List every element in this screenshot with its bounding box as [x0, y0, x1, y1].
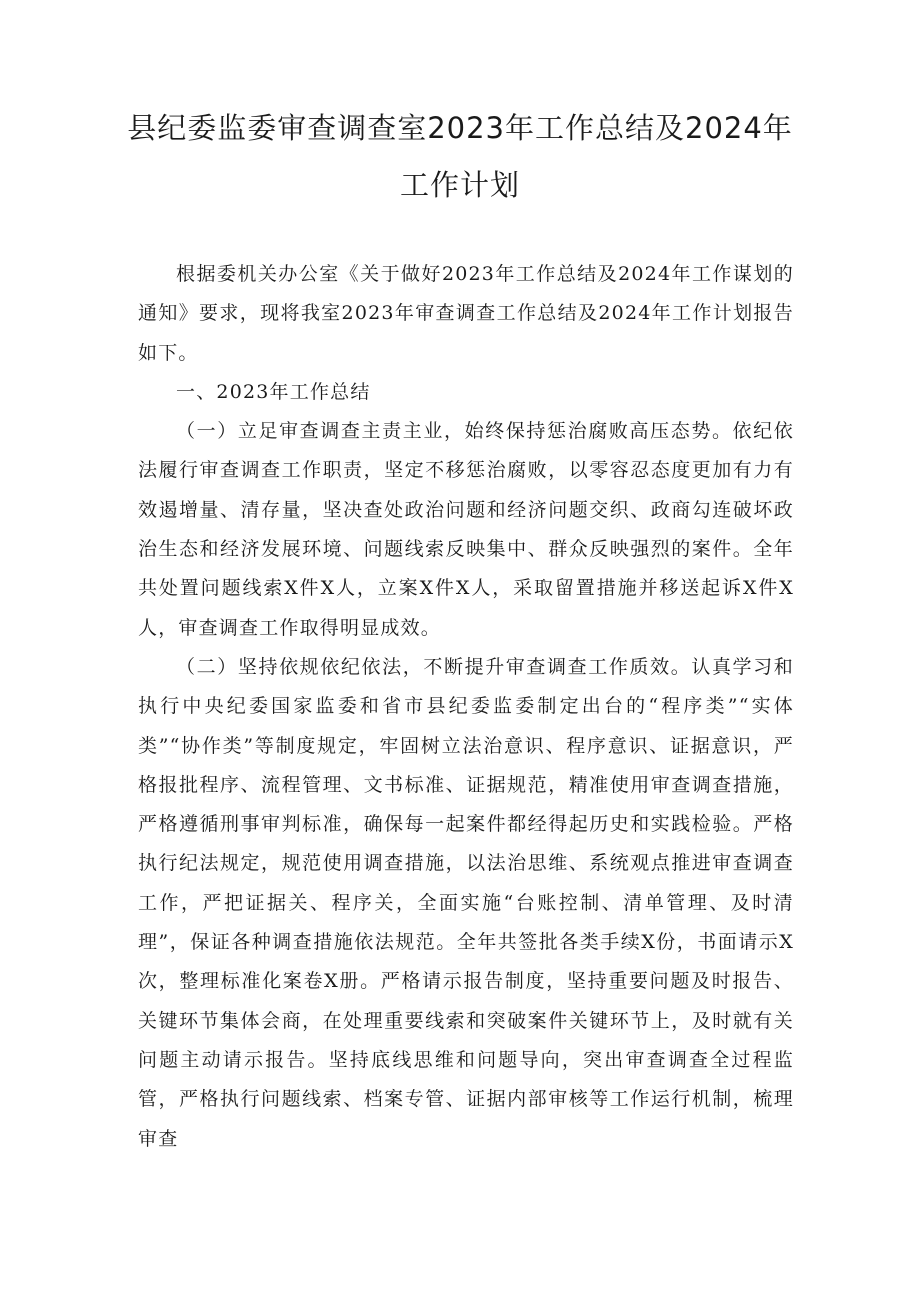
- paragraph-2: （二）坚持依规依纪依法，不断提升审查调查工作质效。认真学习和执行中央纪委国家监委和省市县纪委监委制定出台的“程序类”“实体类”“协作类”等制度规定，牢固树立法治意识、程序意识、证据意识，严格报批程序、流程管理、文书标准、证据规范，精准使用审查调查措施，严格遵循刑事审判标准，确保每一起案件都经得起历史和实践检验。严格执行纪法规定，规范使用调查措施，以法治思维、系统观点推进审查调查工作，严把证据关、程序关，全面实施“台账控制、清单管理、及时清理”，保证各种调查措施依法规范。全年共签批各类手续X份，书面请示X次，整理标准化案卷X册。严格请示报告制度，坚持重要问题及时报告、关键环节集体会商，在处理重要线索和突破案件关键环节上，及时就有关问题主动请示报告。坚持底线思维和问题导向，突出审查调查全过程监管，严格执行问题线索、档案专管、证据内部审核等工作运行机制，梳理审查: [138, 655, 794, 1150]
- intro-paragraph: 根据委机关办公室《关于做好2023年工作总结及2024年工作谋划的通知》要求，现将我室2023年审查调查工作总结及2024年工作计划报告如下。: [138, 263, 794, 364]
- paragraph-1: （一）立足审查调查主责主业，始终保持惩治腐败高压态势。依纪依法履行审查调查工作职责，坚定不移惩治腐败，以零容忍态度更加有力有效遏增量、清存量，坚决查处政治问题和经济问题交织、政商勾连破坏政治生态和经济发展环境、问题线索反映集中、群众反映强烈的案件。全年共处置问题线索X件X人，立案X件X人，采取留置措施并移送起诉X件X人，审查调查工作取得明显成效。: [138, 420, 794, 639]
- section-heading: 一、2023年工作总结: [176, 380, 371, 403]
- document-title: 县纪委监委审查调查室2023年工作总结及2024年工作计划: [127, 111, 793, 202]
- document-body: [138, 255, 794, 1159]
